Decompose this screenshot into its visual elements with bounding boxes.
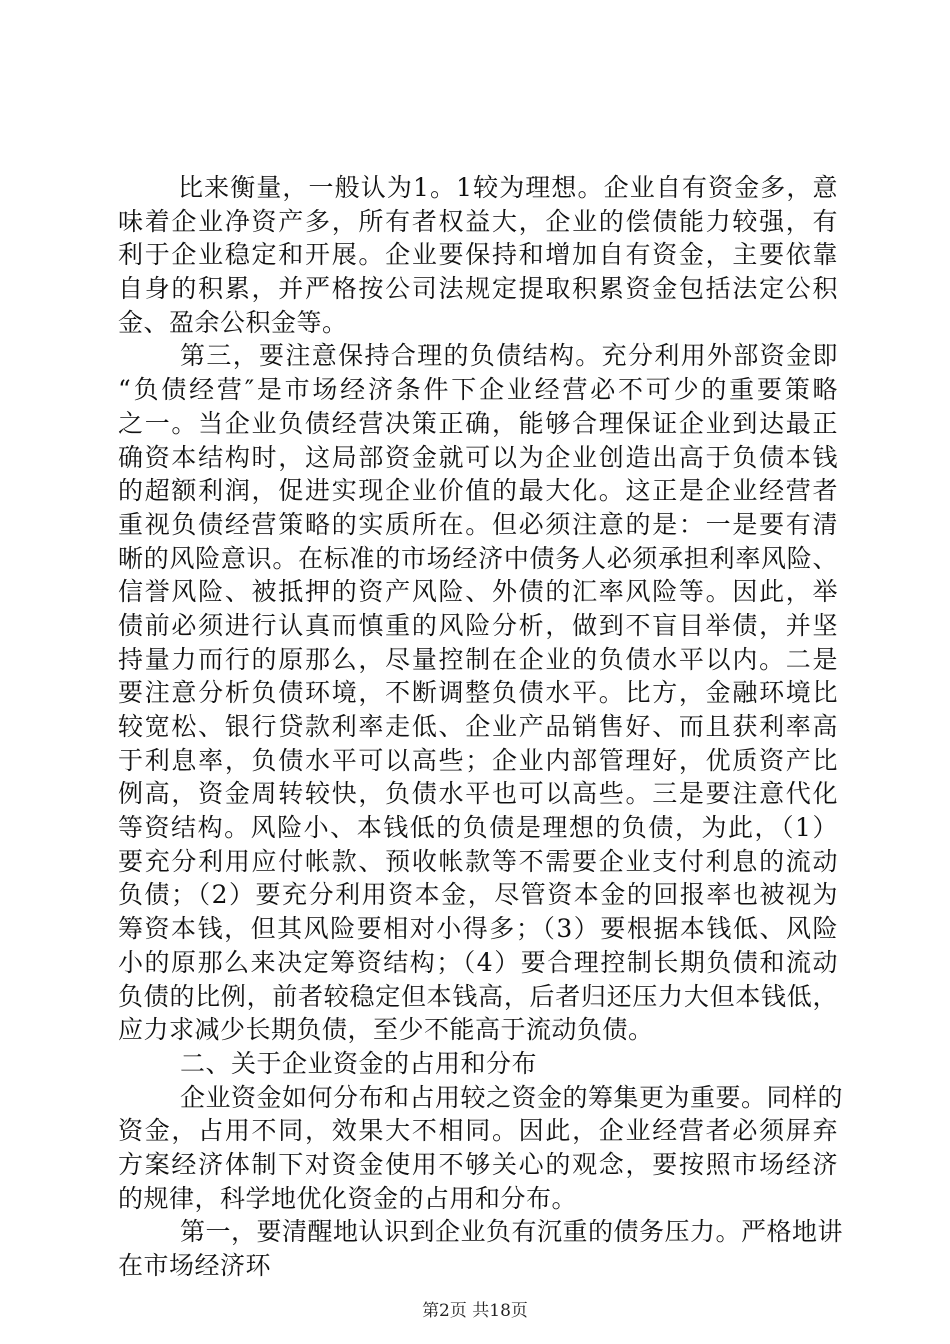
text-line: 重视负债经营策略的实质所在。但必须注意的是：一是要有清 bbox=[118, 509, 838, 539]
text-line: 资金，占用不同，效果大不相同。因此，企业经营者必须屏弃 bbox=[118, 1116, 838, 1146]
text-line: 利于企业稳定和开展。企业要保持和增加自有资金，主要依靠 bbox=[118, 240, 838, 270]
text-line: 债前必须进行认真而慎重的风险分析，做到不盲目举债，并坚 bbox=[118, 610, 838, 640]
text-line: 之一。当企业负债经营决策正确，能够合理保证企业到达最正 bbox=[118, 408, 838, 438]
text-line: 例高，资金周转较快，负债水平也可以高些。三是要注意代化 bbox=[118, 779, 838, 809]
text-line: 的规律，科学地优化资金的占用和分布。 bbox=[118, 1183, 578, 1213]
text-line: 第一，要清醒地认识到企业负有沉重的债务压力。严格地讲 bbox=[180, 1217, 844, 1247]
section-heading: 二、关于企业资金的占用和分布 bbox=[180, 1048, 538, 1078]
text-line: 第三，要注意保持合理的负债结构。充分利用外部资金即 bbox=[180, 341, 838, 371]
text-line: 方案经济体制下对资金使用不够关心的观念，要按照市场经济 bbox=[118, 1149, 838, 1179]
text-line: 自身的积累，并严格按公司法规定提取积累资金包括法定公积 bbox=[118, 274, 838, 304]
text-line: 筹资本钱，但其风险要相对小得多；（3）要根据本钱低、风险 bbox=[118, 914, 838, 944]
text-line: 应力求减少长期负债，至少不能高于流动负债。 bbox=[118, 1015, 654, 1045]
text-line: 比来衡量，一般认为1。1较为理想。企业自有资金多，意 bbox=[178, 173, 838, 202]
text-line: 等资结构。风险小、本钱低的负债是理想的负债，为此，（1） bbox=[118, 813, 838, 843]
text-line: 持量力而行的原那么，尽量控制在企业的负债水平以内。二是 bbox=[118, 644, 838, 674]
text-line: 金、盈余公积金等。 bbox=[118, 307, 348, 337]
text-line: 信誉风险、被抵押的资产风险、外债的汇率风险等。因此，举 bbox=[118, 577, 838, 607]
text-line: 于利息率，负债水平可以高些；企业内部管理好，优质资产比 bbox=[118, 745, 838, 775]
text-line: 在市场经济环 bbox=[118, 1251, 272, 1280]
text-line: “负债经营″是市场经济条件下企业经营必不可少的重要策略 bbox=[118, 375, 838, 405]
text-line: 确资本结构时，这局部资金就可以为企业创造出高于负债本钱 bbox=[118, 442, 838, 472]
text-line: 的超额利润，促进实现企业价值的最大化。这正是企业经营者 bbox=[118, 476, 838, 506]
text-line: 味着企业净资产多，所有者权益大，企业的偿债能力较强，有 bbox=[118, 206, 838, 236]
text-line: 负债；（2）要充分利用资本金，尽管资本金的回报率也被视为 bbox=[118, 880, 838, 910]
text-line: 企业资金如何分布和占用较之资金的筹集更为重要。同样的 bbox=[180, 1082, 844, 1112]
text-line: 负债的比例，前者较稳定但本钱高，后者归还压力大但本钱低， bbox=[118, 981, 838, 1011]
text-line: 要注意分析负债环境，不断调整负债水平。比方，金融环境比 bbox=[118, 678, 838, 708]
page-footer: 第2页 共18页 bbox=[422, 1301, 528, 1321]
text-line: 要充分利用应付帐款、预收帐款等不需要企业支付利息的流动 bbox=[118, 846, 838, 876]
text-line: 较宽松、银行贷款利率走低、企业产品销售好、而且获利率高 bbox=[118, 712, 838, 741]
text-line: 小的原那么来决定筹资结构；（4）要合理控制长期负债和流动 bbox=[118, 947, 838, 977]
text-line: 晰的风险意识。在标准的市场经济中债务人必须承担利率风险、 bbox=[118, 543, 838, 573]
